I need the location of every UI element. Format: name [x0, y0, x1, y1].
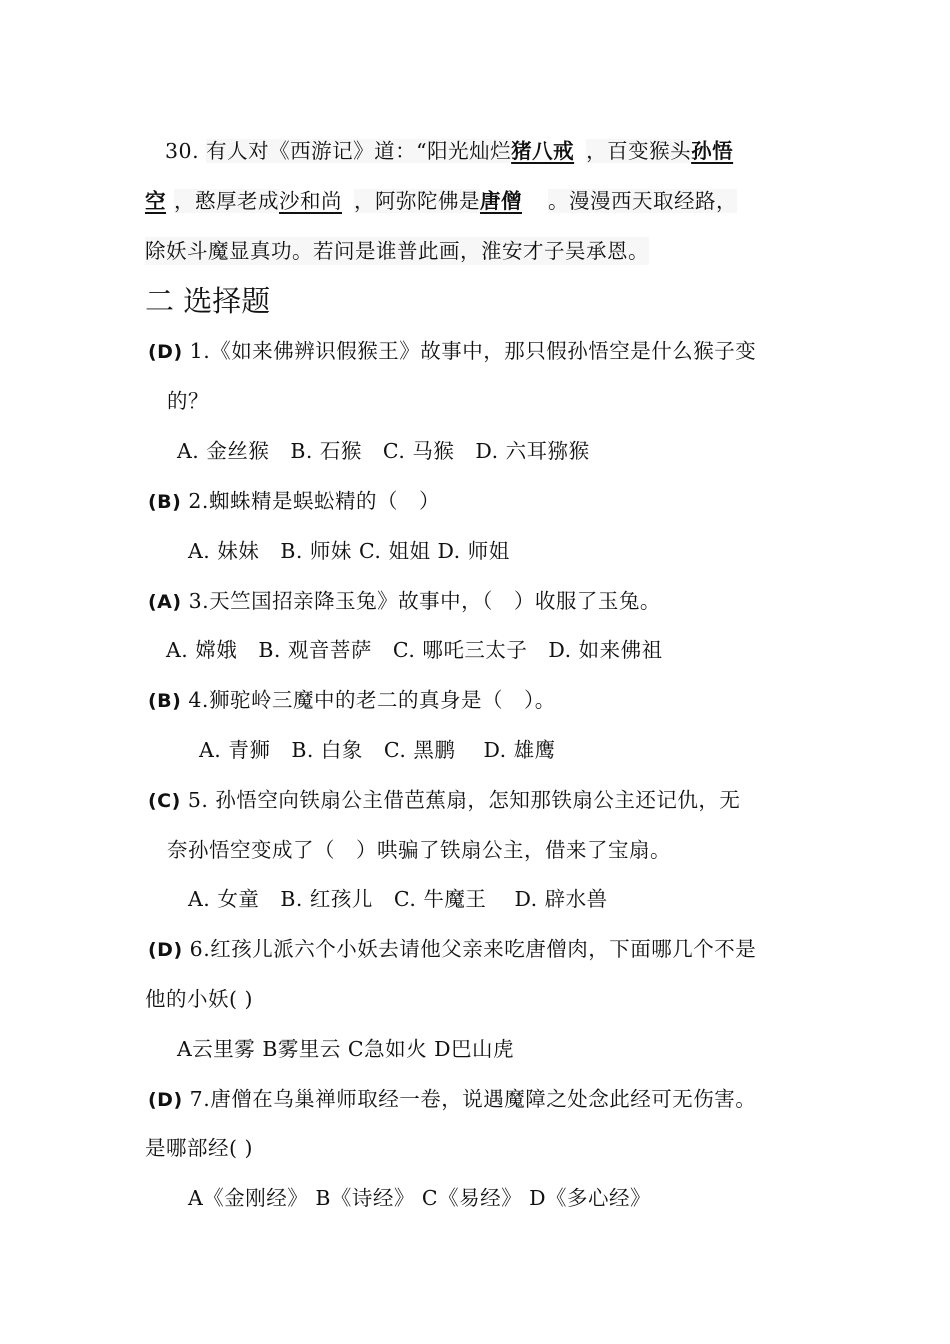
- question-text: 4.狮驼岭三魔中的老二的真身是（ ）。: [188, 688, 556, 712]
- answer-label: (D): [148, 939, 183, 961]
- answer-label: (B): [148, 491, 182, 513]
- question-text: 6.红孩儿派六个小妖去请他父亲来吃唐僧肉，下面哪几个不是: [189, 937, 757, 961]
- question-3: [148, 587, 661, 616]
- question-4: [148, 686, 556, 715]
- question-6: [148, 935, 756, 964]
- question-5-options: A. 女童 B. 红孩儿 C. 牛魔王 D. 辟水兽: [188, 887, 608, 911]
- question-7: [148, 1085, 756, 1114]
- fill-in-text: 有人对《西游记》道：“阳光灿烂: [206, 139, 512, 163]
- fill-in-line-1: [165, 137, 733, 165]
- question-text: 5. 孙悟空向铁扇公主借芭蕉扇，怎知那铁扇公主还记仇，无: [187, 788, 741, 812]
- question-4-options: A. 青狮 B. 白象 C. 黑鹏 D. 雄鹰: [199, 738, 556, 762]
- answer-label: (D): [148, 341, 183, 363]
- question-number: 30.: [165, 139, 200, 163]
- question-1-options: A. 金丝猴 B. 石猴 C. 马猴 D. 六耳猕猴: [177, 439, 590, 463]
- blank-answer-2-cont: 空: [145, 189, 166, 213]
- fill-in-line-3: 除妖斗魔显真功。若问是谁普此画，淮安才子吴承恩。: [145, 239, 649, 263]
- fill-in-text: ，憨厚老成: [174, 189, 279, 213]
- fill-in-text: ，百变猴头: [586, 139, 692, 163]
- question-2: [148, 487, 440, 516]
- question-5: [148, 786, 740, 815]
- blank-answer-2: 孙悟: [691, 139, 734, 163]
- question-text: 1.《如来佛辨识假猴王》故事中，那只假孙悟空是什么猴子变: [189, 339, 757, 363]
- question-7-options: A《金刚经》 B《诗经》 C《易经》 D《多心经》: [188, 1186, 652, 1210]
- question-1: [148, 337, 756, 366]
- section-heading: 二 选择题: [145, 284, 271, 318]
- question-3-options: A. 嫦娥 B. 观音菩萨 C. 哪吒三太子 D. 如来佛祖: [166, 638, 663, 662]
- question-text: 7.唐僧在乌巢禅师取经一卷，说遇魔障之处念此经可无伤害。: [189, 1087, 757, 1111]
- question-5-cont: 奈孙悟空变成了（ ）哄骗了铁扇公主，借来了宝扇。: [167, 838, 671, 862]
- question-text: 2.蜘蛛精是蜈蚣精的（ ）: [188, 489, 440, 513]
- question-2-options: A. 妹妹 B. 师妹 C. 姐姐 D. 师姐: [188, 539, 510, 563]
- fill-in-text: 。漫漫西天取经路，: [548, 189, 737, 213]
- question-6-options: A云里雾 B雾里云 C急如火 D巴山虎: [177, 1037, 515, 1061]
- fill-in-text: ，阿弥陀佛是: [354, 189, 480, 213]
- answer-label: (B): [148, 690, 182, 712]
- question-6-cont: 他的小妖( ): [145, 987, 254, 1011]
- fill-in-line-2: [145, 187, 737, 215]
- blank-answer-1: 猪八戒: [511, 139, 575, 163]
- blank-answer-3: 沙和尚: [279, 189, 342, 213]
- blank-answer-4: 唐僧: [480, 189, 522, 213]
- question-7-cont: 是哪部经( ): [145, 1136, 254, 1160]
- answer-label: (D): [148, 1089, 183, 1111]
- question-text: 3.天竺国招亲降玉兔》故事中，（ ）收服了玉兔。: [188, 589, 661, 613]
- answer-label: (C): [148, 790, 181, 812]
- question-1-cont: 的？: [167, 389, 209, 413]
- answer-label: (A): [148, 591, 182, 613]
